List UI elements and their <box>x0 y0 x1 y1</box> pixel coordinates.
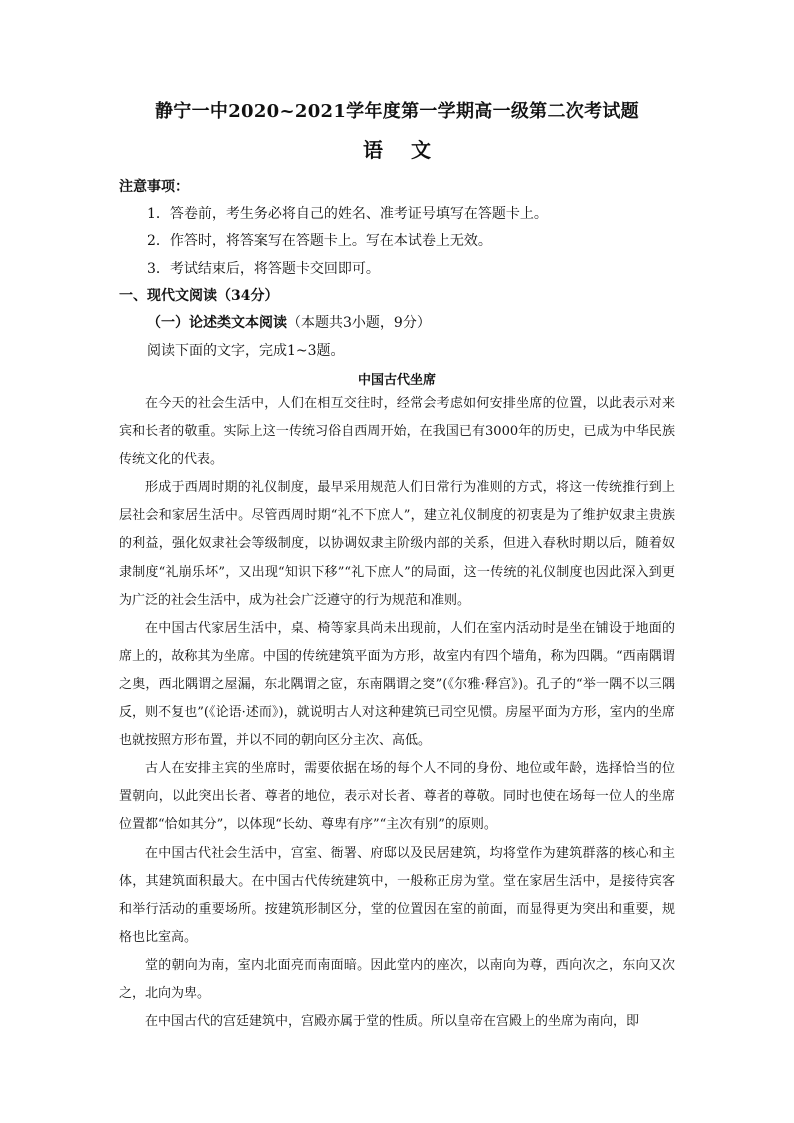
article-paragraph: 在中国古代社会生活中，宫室、衙署、府邸以及民居建筑，均将堂作为建筑群落的核心和主体，其建筑面积最大。在中国古代传统建筑中，一般称正房为堂。堂在家居生活中，是接待宾客和举行活动的重要场所。按建筑形制区分，堂的位置因在室的前面，而显得更为突出和重要，规格也比室高。 <box>119 845 675 945</box>
article-paragraph: 在中国古代家居生活中，桌、椅等家具尚未出现前，人们在室内活动时是坐在铺设于地面的席上的，故称其为坐席。中国的传统建筑平面为方形，故室内有四个墙角，称为四隅。“西南隅谓之奥，西北隅谓之屋漏，东北隅谓之宧，东南隅谓之窔”(《尔雅·释宫》)。孔子的“举一隅不以三隅反，则不复也”(《论语·述而》)，就说明古人对这种建筑已司空见惯。房屋平面为方形，室内的坐席也就按照方形布置，并以不同的朝向区分主次、高低。 <box>119 620 675 749</box>
article-paragraph: 堂的朝向为南，室内北面亮而南面暗。因此堂内的座次，以南向为尊，西向次之，东向又次之，北向为卑。 <box>119 957 675 1001</box>
article-title: 中国古代坐席 <box>357 373 436 388</box>
section-heading: 一、现代文阅读（34分） <box>119 288 279 304</box>
reading-instruction: 阅读下面的文字，完成1~3题。 <box>147 343 345 359</box>
notice-item-3: 3．考试结束后，将答题卡交回即可。 <box>147 261 380 277</box>
article-paragraph: 古人在安排主宾的坐席时，需要依据在场的每个人不同的身份、地位或年龄，选择恰当的位置朝向，以此突出长者、尊者的地位，表示对长者、尊者的尊敬。同时也使在场每一位人的坐席位置都“恰如其分”，以体现“长幼、尊卑有序”“主次有别”的原则。 <box>119 761 675 833</box>
subsection-title: （一）论述类文本阅读 <box>147 315 287 331</box>
article-paragraph: 在今天的社会生活中，人们在相互交往时，经常会考虑如何安排坐席的位置，以此表示对来宾和长者的敬重。实际上这一传统习俗自西周开始，在我国已有3000年的历史，已成为中华民族传统文化的代表。 <box>119 396 675 468</box>
article-body <box>119 390 675 1036</box>
article-paragraph: 形成于西周时期的礼仪制度，最早采用规范人们日常行为准则的方式，将这一传统推行到上层社会和家居生活中。尽管西周时期“礼不下庶人”，建立礼仪制度的初衷是为了维护奴隶主贵族的利益，强化奴隶社会等级制度，以协调奴隶主阶级内部的关系，但进入春秋时期以后，随着奴隶制度“礼崩乐坏”，又出现“知识下移”“礼下庶人”的局面，这一传统的礼仪制度也因此深入到更为广泛的社会生活中，成为社会广泛遵守的行为规范和准则。 <box>119 480 675 608</box>
exam-title: 静宁一中2020~2021学年度第一学期高一级第二次考试题 <box>155 101 639 122</box>
subsection-heading <box>147 312 431 332</box>
notice-item-2: 2．作答时，将答案写在答题卡上。写在本试卷上无效。 <box>147 233 492 249</box>
subject-title: 语文 <box>363 138 459 162</box>
notice-item-1: 1．答卷前，考生务必将自己的姓名、准考证号填写在答题卡上。 <box>147 206 548 222</box>
notice-heading: 注意事项： <box>119 179 189 195</box>
subsection-note: （本题共3小题，9分） <box>287 315 431 331</box>
article-paragraph: 在中国古代的宫廷建筑中，宫殿亦属于堂的性质。所以皇帝在宫殿上的坐席为南向，即 <box>145 1014 640 1030</box>
